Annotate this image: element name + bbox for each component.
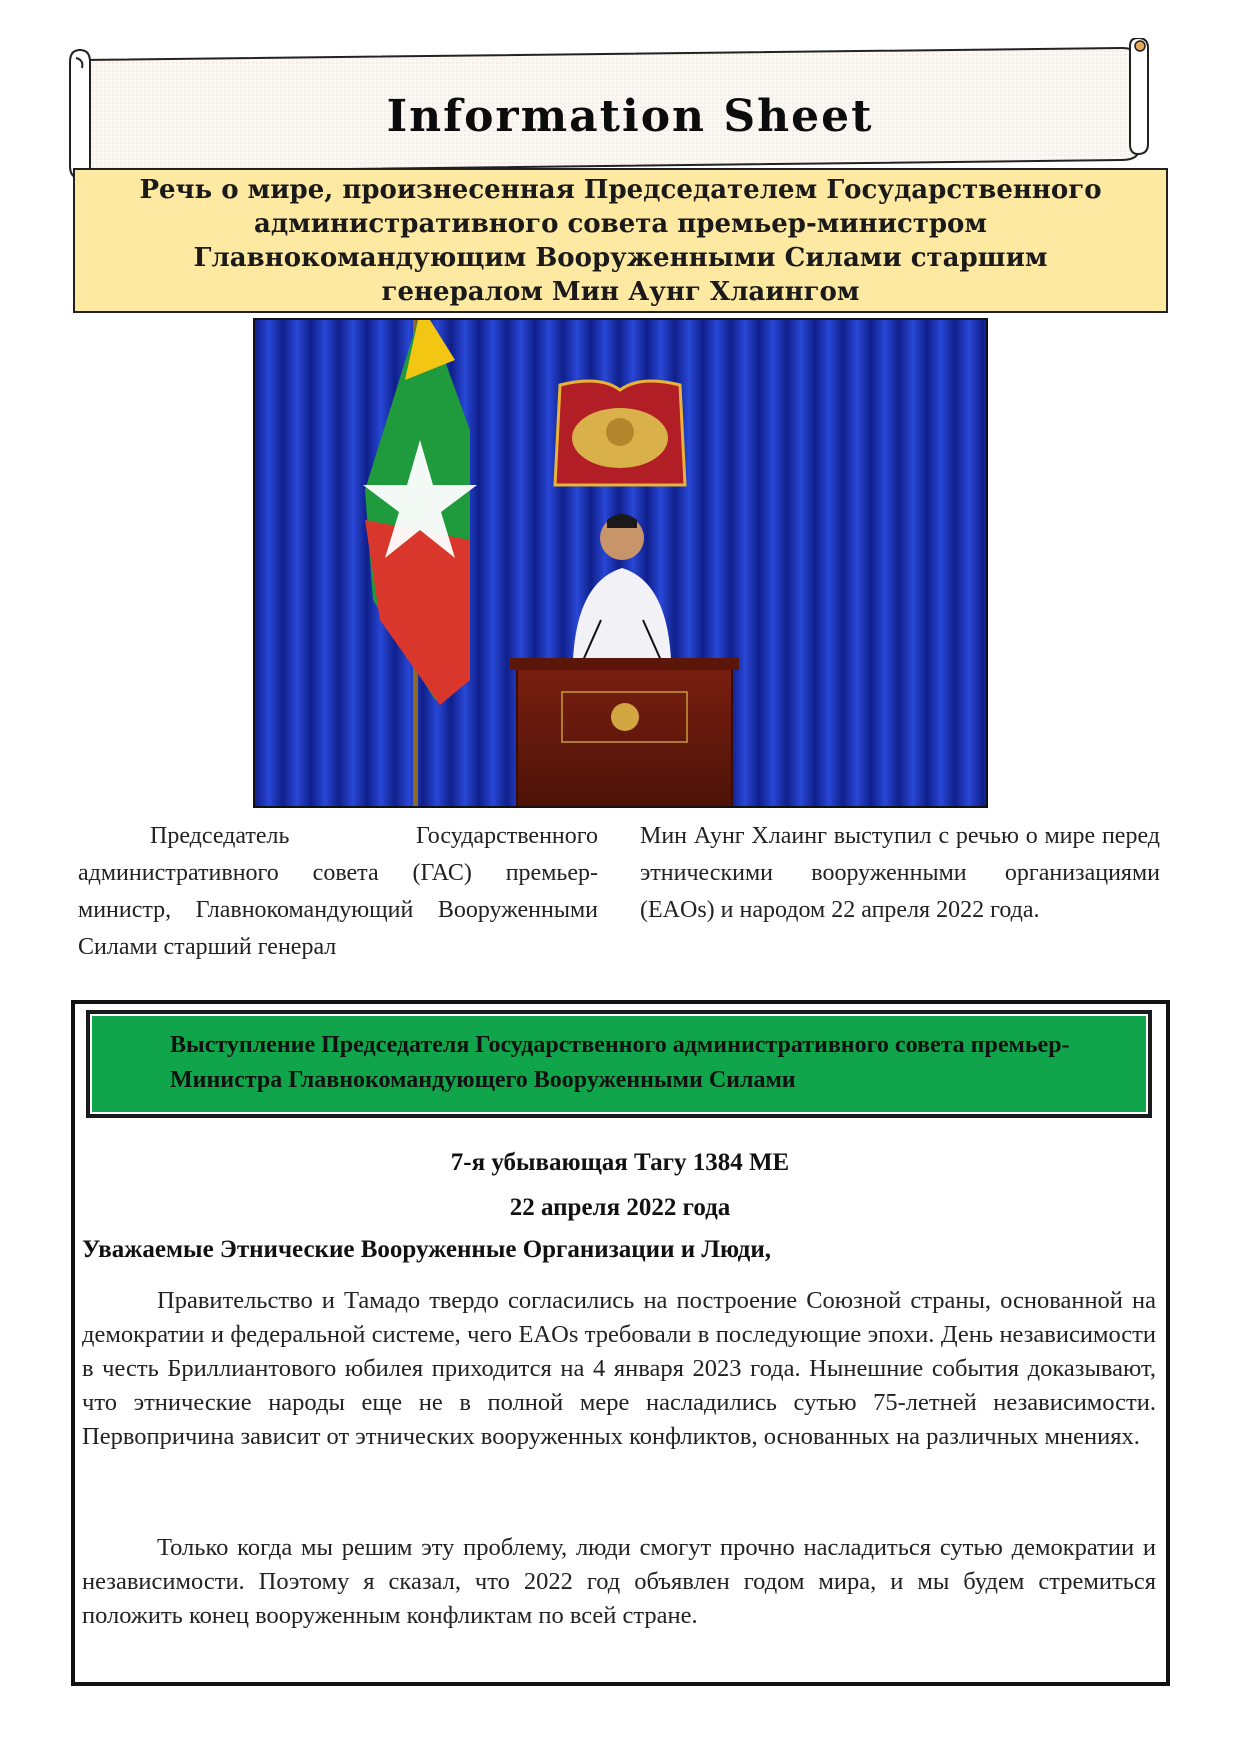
- speaker-photo: [253, 318, 988, 808]
- subtitle-box: [73, 168, 1168, 313]
- date-myanmar: 7-я убывающая Тагу 1384 МЕ: [450, 1149, 790, 1176]
- speech-paragraph-2: Только когда мы решим эту проблему, люди смогут прочно насладиться сутью демократии и независимости. Поэтому я сказал, что 2022 год объявлен годом мира, и мы будем стремиться положить конец вооруженным конфликтам по всей стране.: [82, 1534, 1156, 1629]
- photo-caption-left: Председатель Государственного административного совета (ГАС) премьер-министр, Главнокомандующий Вооруженными Силами старший генерал: [78, 823, 598, 960]
- photo-caption-right: Мин Аунг Хлаинг выступил с речью о мире перед этническими вооруженными организациями (EAOs) и народом 22 апреля 2022 года.: [640, 823, 1160, 923]
- subtitle-text: Речь о мире, произнесенная Председателем Государственного административного совета премьер-министром Главнокомандующим Вооруженными Силами старшим генералом Мин Аунг Хлаингом: [139, 174, 1102, 307]
- page-title: Information Sheet: [386, 91, 874, 142]
- speech-greeting: Уважаемые Этнические Вооруженные Организации и Люди,: [82, 1236, 771, 1263]
- speech-paragraph-1: Правительство и Тамадо твердо согласились на построение Союзной страны, основанной на демократии и федеральной системе, чего EAOs требовали в последующие эпохи. День независимости в честь Бриллиантового юбилея приходится на 4 января 2023 года. Нынешние события доказывают, что этнические народы еще не в полной мере насладились сутью 75-летней независимости. Первопричина зависит от этнических вооруженных конфликтов, основанных на различных мнениях.: [82, 1287, 1156, 1450]
- speaker-at-podium-photo-icon: [255, 320, 988, 808]
- date-gregorian: 22 апреля 2022 года: [509, 1194, 731, 1221]
- speech-header-text: Выступление Председателя Государственного административного совета премьер-Министра Главнокомандующего Вооруженными Силами: [170, 1032, 1070, 1093]
